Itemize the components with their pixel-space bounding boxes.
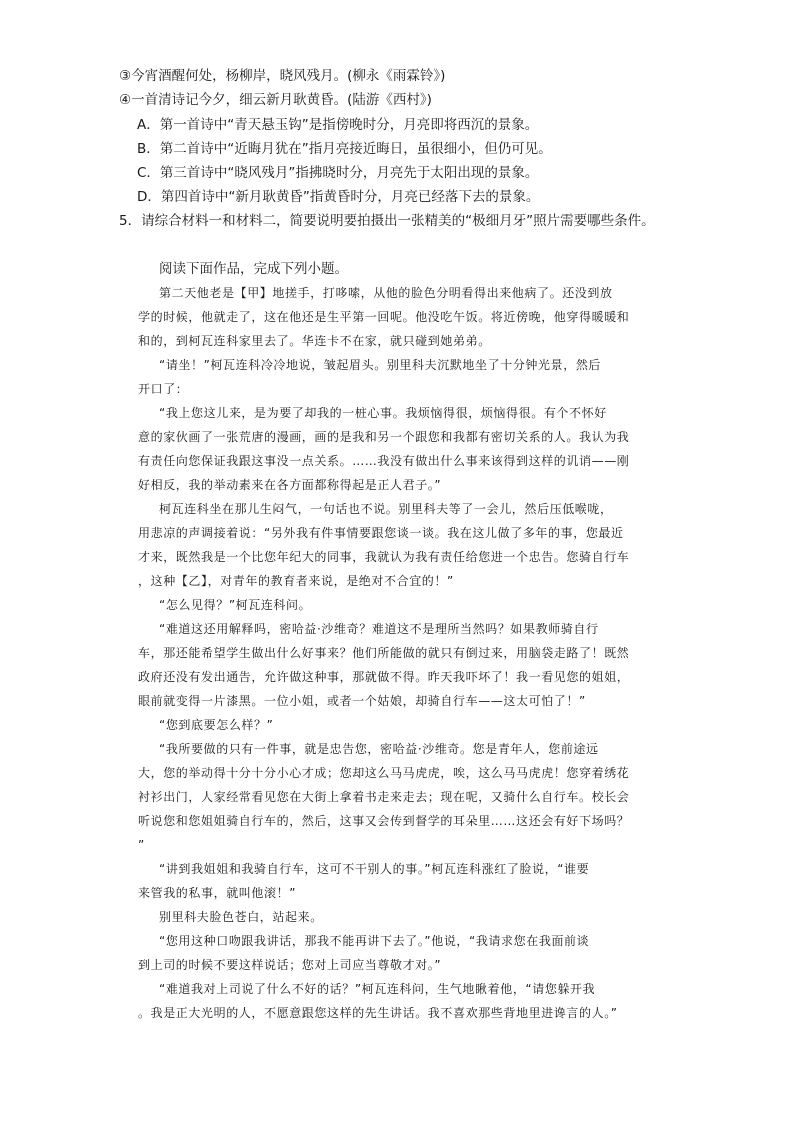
story-line: ”	[138, 838, 145, 852]
story-line: 到上司的时候不要这样说话；您对上司应当尊敬才对。”	[138, 958, 442, 972]
story-line: 第二天他老是【甲】地搓手，打哆嗦，从他的脸色分明看得出来他病了。还没到放	[159, 286, 613, 300]
story-line: 柯瓦连科坐在那儿生闷气，一句话也不说。别里科夫等了一会儿，然后压低喉咙，	[159, 502, 613, 516]
story-line: “讲到我姐姐和我骑自行车，这可不干别人的事。”柯瓦连科涨红了脸说，“谁要	[159, 862, 590, 876]
question-5: 5．请综合材料一和材料二，简要说明要拍摄出一张精美的“极细月牙”照片需要哪些条件。	[119, 213, 655, 229]
story-line: “怎么见得？”柯瓦连科问。	[159, 598, 312, 612]
option-a: A．第一首诗中“青天悬玉钩”是指傍晚时分，月亮即将西沉的景象。	[137, 117, 539, 133]
option-c: C．第三首诗中“晓风残月”指拂晓时分，月亮先于太阳出现的景象。	[137, 165, 539, 181]
story-line: 学的时候，他就走了，这在他还是生平第一回呢。他没吃午饭。将近傍晚，他穿得暖暖和	[138, 310, 630, 324]
story-line: 好相反，我的举动素来在各方面都称得起是正人君子。”	[138, 478, 442, 492]
story-line: “我所要做的只有一件事，就是忠告您，密哈益·沙维奇。您是青年人，您前途远	[159, 742, 599, 756]
story-line: 用悲凉的声调接着说：“另外我有件事情要跟您谈一谈。我在这儿做了多年的事，您最近	[138, 526, 624, 540]
story-line: 开口了：	[138, 382, 189, 396]
story-line: “我上您这儿来，是为要了却我的一桩心事。我烦恼得很，烦恼得很。有个不怀好	[159, 406, 607, 420]
poem-item-3: ③今宵酒醒何处，杨柳岸，晓风残月。(柳永《雨霖铃》)	[119, 68, 446, 84]
poem-item-4: ④一首清诗记今夕，细云新月耿黄昏。(陆游《西村》)	[119, 92, 432, 108]
story-line: “难道这还用解释吗，密哈益·沙维奇？难道这不是理所当然吗？如果教师骑自行	[159, 622, 599, 636]
story-line: 有责任向您保证我跟这事没一点关系。……我没有做出什么事来该得到这样的讥诮——刚	[138, 454, 630, 468]
option-d: D．第四首诗中“新月耿黄昏”指黄昏时分，月亮已经落下去的景象。	[137, 189, 540, 205]
reading-instruction: 阅读下面作品，完成下列小题。	[159, 261, 348, 277]
story-line: 别里科夫脸色苍白，站起来。	[159, 910, 323, 924]
story-line: 听说您和您姐姐骑自行车的，然后，这事又会传到督学的耳朵里……这还会有好下场吗？	[138, 814, 630, 828]
story-line: 政府还没有发出通告，允许做这种事，那就做不得。昨天我吓坏了！我一看见您的姐姐，	[138, 670, 630, 684]
story-line: 和的，到柯瓦连科家里去了。华连卡不在家，就只碰到她弟弟。	[138, 334, 491, 348]
story-line: 眼前就变得一片漆黑。一位小姐，或者一个姑娘，却骑自行车——这太可怕了！”	[138, 694, 586, 708]
story-line: 来管我的私事，就叫他滚！”	[138, 886, 297, 900]
story-line: “难道我对上司说了什么不好的话？”柯瓦连科问，生气地瞅着他，“请您躲开我	[159, 982, 596, 996]
story-line: “请坐！”柯瓦连科冷冷地说，皱起眉头。别里科夫沉默地坐了十分钟光景，然后	[159, 358, 602, 372]
story-line: 。我是正大光明的人，不愿意跟您这样的先生讲话。我不喜欢那些背地里进谗言的人。”	[138, 1006, 618, 1020]
story-line: “您用这种口吻跟我讲话，那我不能再讲下去了。”他说，“我请求您在我面前谈	[159, 934, 590, 948]
story-line: 衬衫出门，人家经常看见您在大街上拿着书走来走去；现在呢，又骑什么自行车。校长会	[138, 790, 630, 804]
story-line: 大，您的举动得十分十分小心才成；您却这么马马虎虎，唉，这么马马虎虎！您穿着绣花	[138, 766, 630, 780]
story-line: 才来，既然我是一个比您年纪大的同事，我就认为我有责任给您进一个忠告。您骑自行车	[138, 550, 630, 564]
option-b: B．第二首诗中“近晦月犹在”指月亮接近晦日，虽很细小，但仍可见。	[137, 141, 552, 157]
story-line: “您到底要怎么样？”	[159, 718, 274, 732]
story-line: 意的家伙画了一张荒唐的漫画，画的是我和另一个跟您和我都有密切关系的人。我认为我	[138, 430, 630, 444]
story-line: ，这种【乙】，对青年的教育者来说，是绝对不合宜的！”	[138, 574, 454, 588]
story-line: 车，那还能希望学生做出什么好事来？他们所能做的就只有倒过来，用脑袋走路了！既然	[138, 646, 630, 660]
